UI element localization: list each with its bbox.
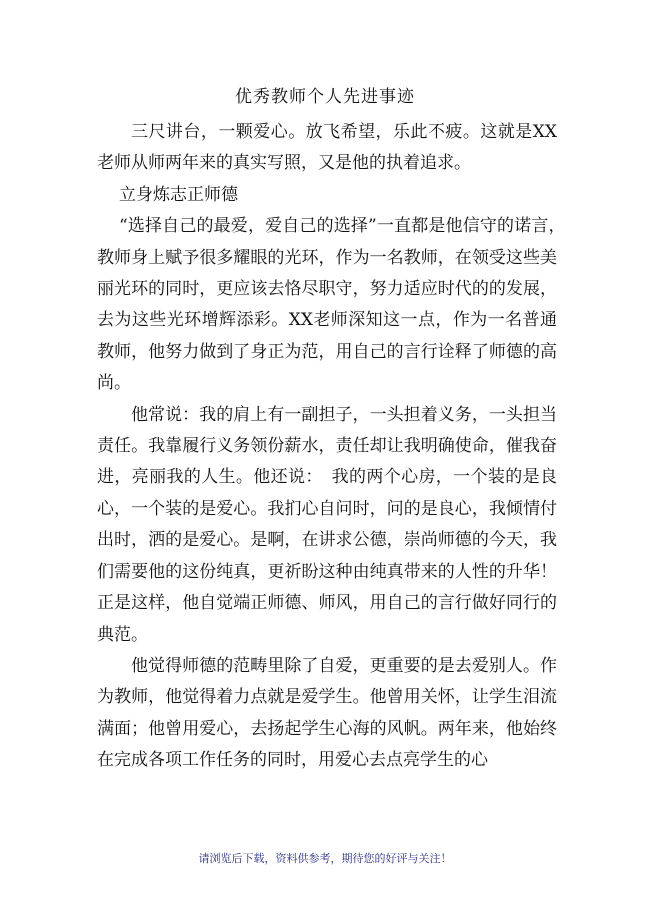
body-paragraph-2: 他常说：我的肩上有一副担子，一头担着义务，一头担当责任。我靠履行义务领份薪水，责任却让我明确使命，催我奋进，亮丽我的人生。他还说： 我的两个心房，一个装的是良心，一个装的是爱心。我扪心自问时，问的是良心，我倾情付出时，洒的是爱心。是啊，在讲求公德，崇尚师德的今天，我们需要他的这份纯真，更祈盼这种由纯真带来的人性的升华！正是这样，他自觉端正师德、师风，用自己的言行做好同行的典范。 xyxy=(97,404,557,645)
body-paragraph-3: 他觉得师德的范畴里除了自爱，更重要的是去爱别人。作为教师，他觉得着力点就是爱学生。他曾用关怀，让学生泪流满面；他曾用爱心，去扬起学生心海的风帆。两年来，他始终在完成各项工作任务的同时，用爱心去点亮学生的心 xyxy=(97,655,557,771)
footer-note: 请浏览后下载，资料供参考，期待您的好评与关注！ xyxy=(198,852,452,865)
document-body xyxy=(97,117,580,777)
section-heading: 立身炼志正师德 xyxy=(119,184,238,205)
intro-paragraph: 三尺讲台，一颗爱心。放飞希望，乐此不疲。这就是XX老师从师两年来的真实写照，又是他的执着追求。 xyxy=(97,122,557,174)
document-title: 优秀教师个人先进事迹 xyxy=(235,87,415,107)
body-paragraph-1: “选择自己的最爱，爱自己的选择”一直都是他信守的诺言， 教师身上赋予很多耀眼的光环，作为一名教师，在领受这些美丽光环的同时，更应该去恪尽职守，努力适应时代的的发展，去为这些光环增辉添彩。XX老师深知这一点，作为一名普通教师，他努力做到了身正为范，用自己的言行诠释了师德的高尚。 xyxy=(97,216,580,394)
